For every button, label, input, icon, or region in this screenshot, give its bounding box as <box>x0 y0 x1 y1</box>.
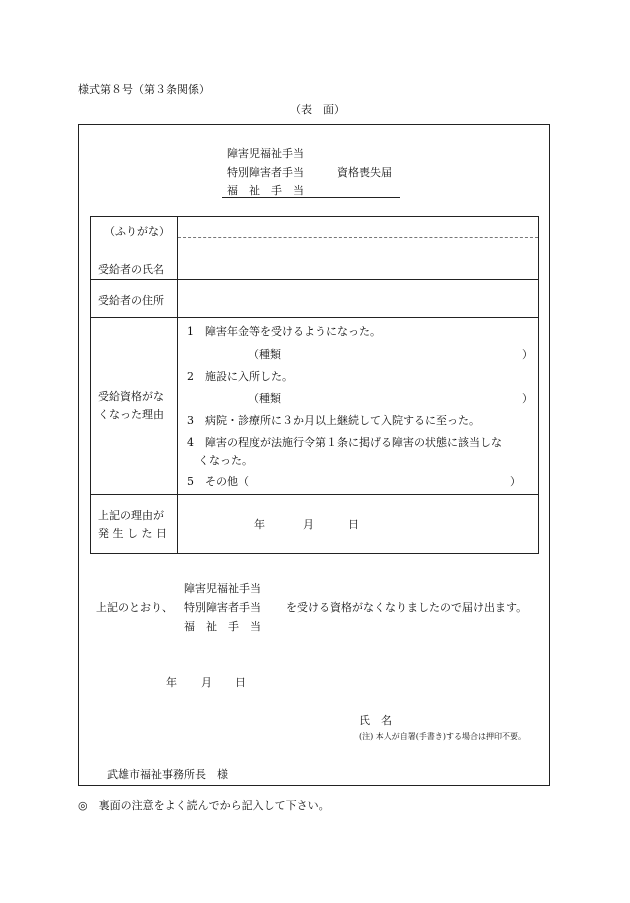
footer-note: ◎ 裏面の注意をよく読んでから記入して下さい。 <box>78 799 330 812</box>
row-divider-2 <box>90 317 539 318</box>
row-divider-3 <box>90 494 539 495</box>
sign-note: (注) 本人が自署(手書き)する場合は押印不要。 <box>359 732 527 741</box>
title-underline <box>222 197 400 198</box>
reason-3: 3 病院・診療所に３か月以上継続して入院するに至った。 <box>187 414 480 427</box>
reason-1-kind: （種類 <box>248 348 281 361</box>
statement-allowance-2: 特別障害者手当 <box>184 601 261 614</box>
row-divider-1 <box>90 279 539 280</box>
reason-label-2: くなった理由 <box>98 408 164 421</box>
reason-5-close: ） <box>510 475 521 488</box>
side-label: （表 面） <box>290 103 345 116</box>
furigana-label: （ふりがな） <box>104 225 170 238</box>
reason-1: 1 障害年金等を受けるようになった。 <box>187 325 381 338</box>
sign-year: 年 <box>166 676 177 689</box>
form-number: 様式第８号（第３条関係） <box>78 83 210 96</box>
reason-4-line-1: 4 障害の程度が法施行令第１条に掲げる障害の状態に該当しな <box>187 436 502 449</box>
title-allowance-1: 障害児福祉手当 <box>227 147 304 160</box>
reason-label-1: 受給資格がな <box>98 390 164 403</box>
address-label: 受給者の住所 <box>98 294 164 307</box>
title-allowance-3: 福 祉 手 当 <box>227 184 304 197</box>
name-label: 受給者の氏名 <box>98 263 164 276</box>
recipient: 武雄市福祉事務所長 様 <box>107 768 228 781</box>
reason-2: 2 施設に入所した。 <box>187 370 293 383</box>
title-suffix: 資格喪失届 <box>337 166 392 179</box>
sign-day: 日 <box>235 676 246 689</box>
statement-tail: を受ける資格がなくなりましたので届け出ます。 <box>286 601 528 614</box>
reason-2-close: ） <box>522 392 533 405</box>
reason-1-close: ） <box>522 348 533 361</box>
table-divider <box>177 216 178 554</box>
statement-allowance-3: 福 祉 手 当 <box>184 620 261 633</box>
sign-month: 月 <box>201 676 212 689</box>
date-label-1: 上記の理由が <box>98 509 164 522</box>
reason-5: 5 その他（ <box>187 475 249 488</box>
furigana-dashed-line <box>178 237 538 238</box>
title-allowance-2: 特別障害者手当 <box>227 166 304 179</box>
statement-allowance-1: 障害児福祉手当 <box>184 582 261 595</box>
date-label-2: 発 生 し た 日 <box>98 527 167 540</box>
sign-name-label: 氏 名 <box>359 714 392 727</box>
date-day: 日 <box>348 518 359 531</box>
date-year: 年 <box>254 518 265 531</box>
reason-2-kind: （種類 <box>248 392 281 405</box>
date-month: 月 <box>303 518 314 531</box>
reason-4-line-2: くなった。 <box>198 454 253 467</box>
statement-lead: 上記のとおり、 <box>96 601 173 614</box>
